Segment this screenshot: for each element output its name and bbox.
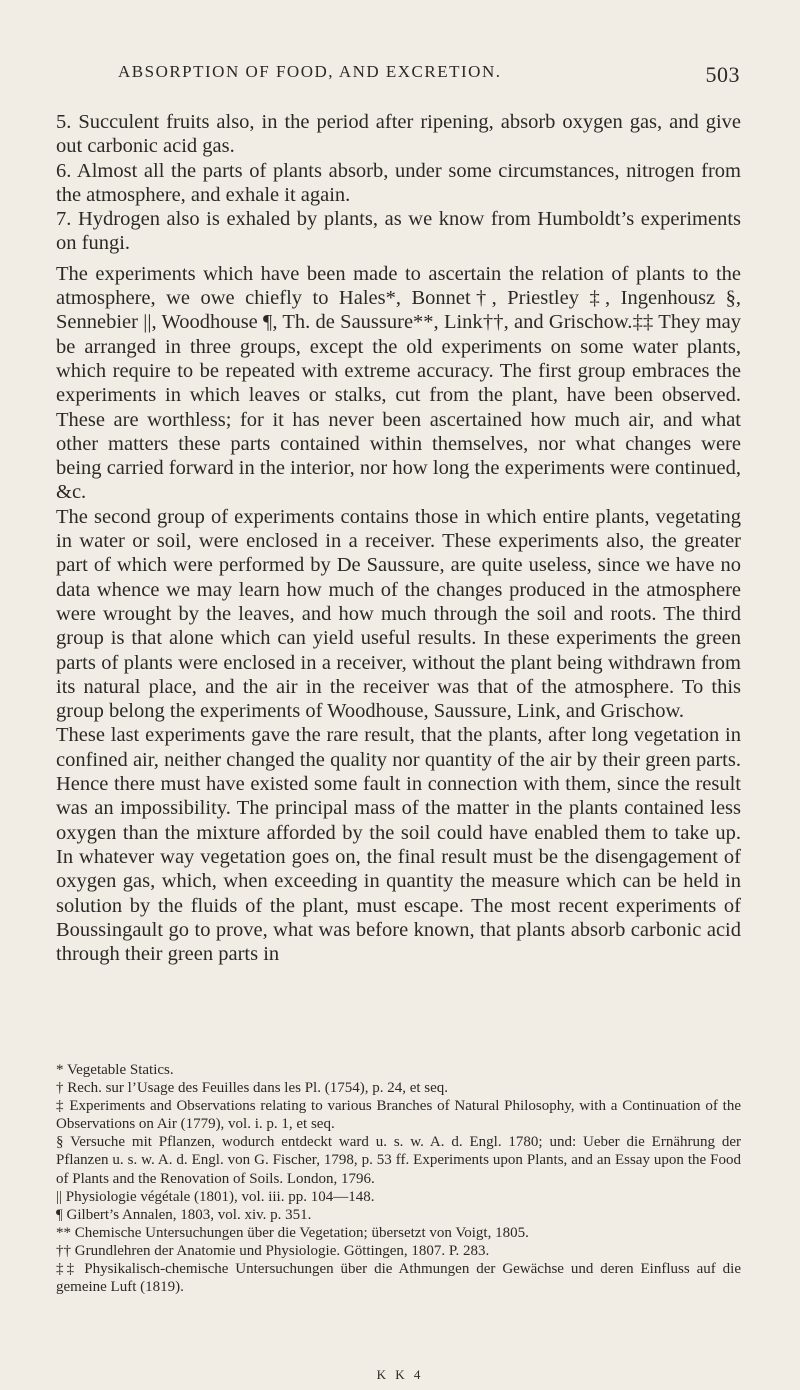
paragraph-6: 6. Almost all the parts of plants absorb, under some circumstances, nitrogen from the atmosphere, and exhale it again. xyxy=(56,159,741,206)
footnote-item: ** Chemische Untersuchungen über die Vegetation; übersetzt von Voigt, 1805. xyxy=(56,1224,529,1241)
footnote-item: ‡ Experiments and Observations relating to various Branches of Natural Philosophy, with a Continuation of the Observations on Air (1779), vol. i. p. 1, et seq. xyxy=(56,1098,741,1133)
running-head-title: ABSORPTION OF FOOD, AND EXCRETION. xyxy=(118,62,502,81)
paragraph-experiments-intro: The experiments which have been made to ascertain the relation of plants to the atmosphere, we owe chiefly to Hales*, Bonnet†, Priestley ‡, Ingenhousz §, Sennebier ||, Woodhouse ¶, Th. de Saussure**, Link††, and Grischow.‡‡ They may be arranged in three groups, except the old experiments on some water plants, which require to be repeated with extreme accuracy. The first group embraces the experiments in which leaves or stalks, cut from the plant, have been observed. These are worthless; for it has never been ascertained how much air, and what other matters these parts contained within themselves, nor what changes were being carried forward in the interior, nor how long the experiments were continued, &c. xyxy=(56,262,741,504)
footnote-item: †† Grundlehren der Anatomie und Physiologie. Göttingen, 1807. P. 283. xyxy=(56,1242,490,1259)
footnote-item: § Versuche mit Pflanzen, wodurch entdeckt ward u. s. w. A. d. Engl. 1780; und: Ueber die Ernährung der Pflanzen u. s. w. A. d. Engl. von G. Fischer, 1798, p. 53 ff. Experiments upon Plants, and an Essay upon the Food of Plants and the Renovation of Soils. London, 1796. xyxy=(56,1134,741,1187)
footnote-item: ¶ Gilbert’s Annalen, 1803, vol. xiv. p. 351. xyxy=(56,1206,312,1223)
body-text xyxy=(56,110,741,966)
running-head xyxy=(56,62,740,88)
signature-mark: K K 4 xyxy=(376,1367,424,1382)
paragraph-results: These last experiments gave the rare result, that the plants, after long vegetation in confined air, neither changed the quality nor quantity of the air by their green parts. Hence there must have existed some fault in connection with them, since the result was an impossibility. The principal mass of the matter in the plants contained less oxygen than the mixture afforded by the soil could have enabled them to take up. In whatever way vegetation goes on, the final result must be the disengagement of oxygen gas, which, when exceeding in quantity the measure which can be held in solution by the fluids of the plant, must escape. The most recent experiments of Boussingault go to prove, what was before known, that plants absorb carbonic acid through their green parts in xyxy=(56,724,741,966)
page-number: 503 xyxy=(705,62,740,87)
footnotes xyxy=(56,1061,741,1296)
paragraph-5: 5. Succulent fruits also, in the period after ripening, absorb oxygen gas, and give out carbonic acid gas. xyxy=(56,111,741,158)
paragraph-7: 7. Hydrogen also is exhaled by plants, as we know from Humboldt’s experiments on fungi. xyxy=(56,208,741,255)
footnote-item: † Rech. sur l’Usage des Feuilles dans les Pl. (1754), p. 24, et seq. xyxy=(56,1080,449,1097)
footnote-item: * Vegetable Statics. xyxy=(56,1062,174,1078)
paragraph-second-group: The second group of experiments contains those in which entire plants, vegetating in water or soil, were enclosed in a receiver. These experiments also, the greater part of which were performed by De Saussure, are quite useless, since we have no data whence we may learn how much of the changes produced in the atmosphere were wrought by the leaves, and how much through the soil and roots. The third group is that alone which can yield useful results. In these experiments the green parts of plants were enclosed in a receiver, without the plant being withdrawn from its natural place, and the air in the receiver was that of the atmosphere. To this group belong the experiments of Woodhouse, Saussure, Link, and Grischow. xyxy=(56,505,741,723)
footnote-item: || Physiologie végétale (1801), vol. iii. pp. 104—148. xyxy=(56,1188,375,1205)
footnote-item: ‡‡ Physikalisch-chemische Untersuchungen über die Athmungen der Gewächse und deren Einfluss auf die gemeine Luft (1819). xyxy=(56,1261,741,1296)
